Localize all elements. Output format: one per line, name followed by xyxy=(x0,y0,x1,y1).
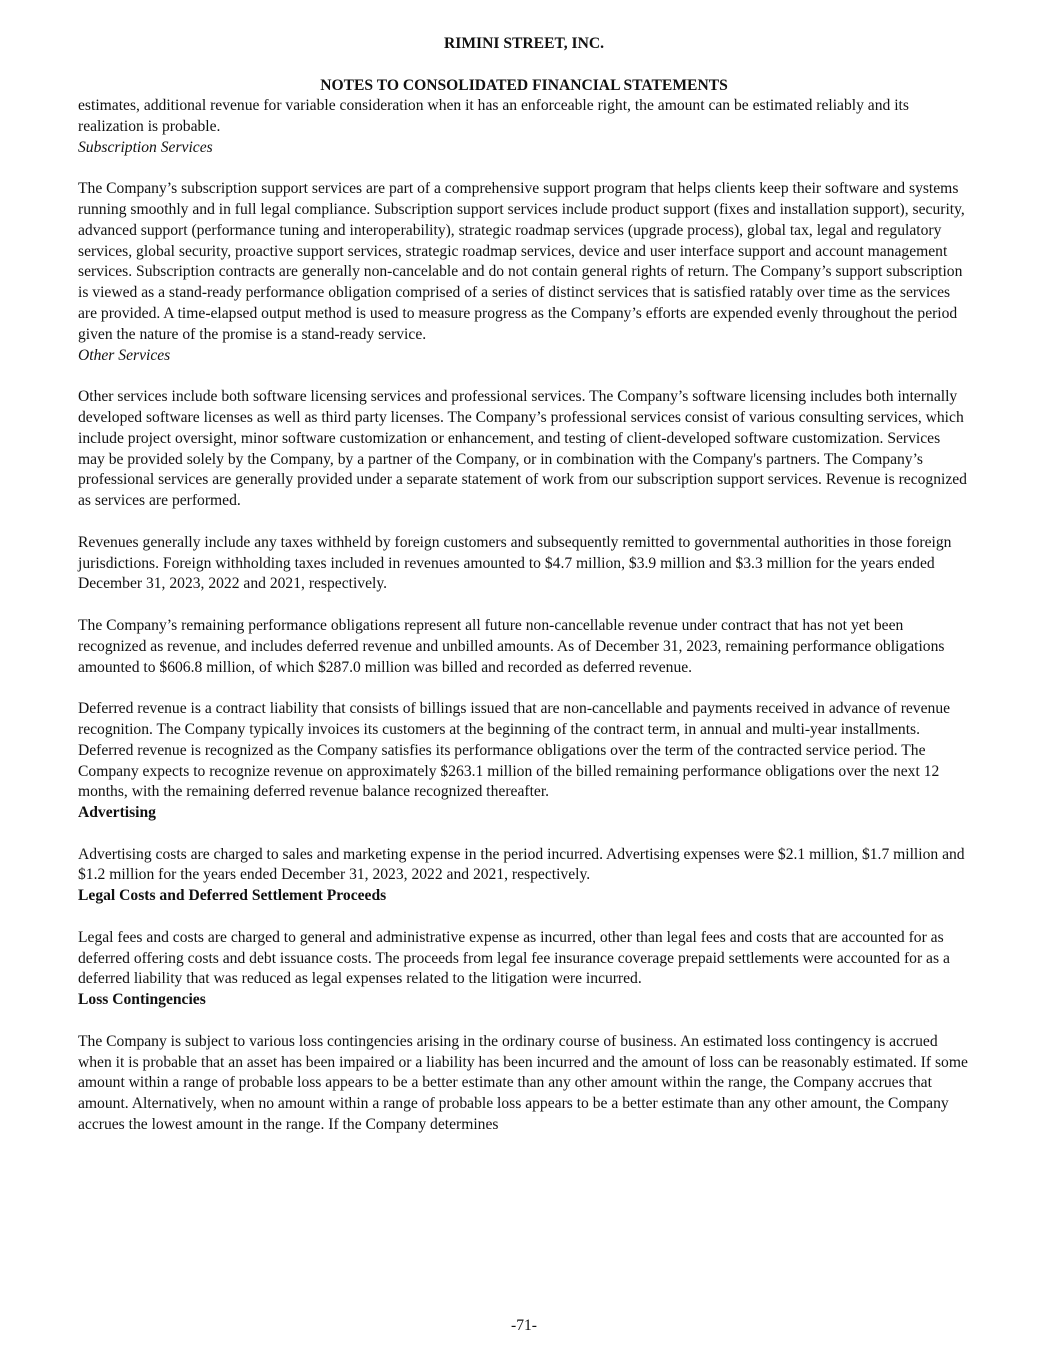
advertising-paragraph: Advertising costs are charged to sales and marketing expense in the period incurred. Advertising expenses were $2.1 million, $1.7 million and $1.2 million for the years ended December 31, 2023, 2022 and 2021, respectively. xyxy=(78,845,965,884)
company-name: RIMINI STREET, INC. xyxy=(443,35,604,52)
loss-contingencies-paragraph: The Company is subject to various loss contingencies arising in the ordinary course of business. An estimated loss contingency is accrued when it is probable that an asset has been impaired or a liability has been incurred and the amount of loss can be reasonably estimated. If some amount within a range of probable loss appears to be a better estimate than any other amount within the range, the Company accrues that amount. Alternatively, when no amount within a range of probable loss appears to be a better estimate than any other amount, the Company accrues the lowest amount in the range. If the Company determines xyxy=(78,1032,968,1134)
legal-costs-paragraph: Legal fees and costs are charged to general and administrative expense as incurred, other than legal fees and costs that are accounted for as deferred offering costs and debt issuance costs. The proceeds from legal fee insurance coverage prepaid settlements were accounted for as a deferred liability that was reduced as legal expenses related to the litigation were incurred. xyxy=(78,928,950,988)
subscription-services-paragraph: The Company’s subscription support services are part of a comprehensive support program that helps clients keep their software and systems running smoothly and in full legal compliance. Subscription support services include product support (fixes and installation support), security, advanced support (performance tuning and interoperability), strategic roadmap services (upgrade process), global tax, legal and regulatory services, global security, proactive support services, strategic roadmap services, device and user interface support and account management services. Subscription contracts are generally non-cancelable and do not contain general rights of return. The Company’s support subscription is viewed as a stand-ready performance obligation comprised of a series of distinct services that is satisfied ratably over time as the services are provided. A time-elapsed output method is used to measure progress as the Company’s efforts are expended evenly throughout the period given the nature of the promise is a stand-ready service. xyxy=(78,180,965,343)
advertising-heading: Advertising xyxy=(78,804,156,822)
page-title: NOTES TO CONSOLIDATED FINANCIAL STATEMENTS xyxy=(320,77,728,94)
intro-continuation-paragraph: estimates, additional revenue for variable consideration when it has an enforceable right, the amount can be estimated reliably and its realization is probable. xyxy=(78,97,909,135)
document-page xyxy=(78,33,970,1136)
subscription-services-heading: Subscription Services xyxy=(78,138,213,156)
loss-contingencies-heading: Loss Contingencies xyxy=(78,991,206,1009)
remaining-performance-obligations-paragraph: The Company’s remaining performance obligations represent all future non-cancellable revenue under contract that has not yet been recognized as revenue, and includes deferred revenue and unbilled amounts. As of December 31, 2023, remaining performance obligations amounted to $606.8 million, of which $287.0 million was billed and recorded as deferred revenue. xyxy=(78,616,945,676)
withholding-taxes-paragraph: Revenues generally include any taxes withheld by foreign customers and subsequently remitted to governmental authorities in those foreign jurisdictions. Foreign withholding taxes included in revenues amounted to $4.7 million, $3.9 million and $3.3 million for the years ended December 31, 2023, 2022 and 2021, respectively. xyxy=(78,533,952,593)
other-services-heading: Other Services xyxy=(78,346,171,364)
other-services-paragraph: Other services include both software licensing services and professional services. The Company’s software licensing includes both internally developed software licenses as well as third party licenses. The Company’s professional services consist of various consulting services, which include project oversight, minor software customization or enhancement, and testing of client-developed software customization. Services may be provided solely by the Company, by a partner of the Company, or in combination with the Company's partners. The Company’s professional services are generally provided under a separate statement of work from our subscription support services. Revenue is recognized as services are performed. xyxy=(78,388,967,510)
page-number: -71- xyxy=(511,1317,537,1334)
deferred-revenue-paragraph: Deferred revenue is a contract liability that consists of billings issued that are non-cancellable and payments received in advance of revenue recognition. The Company typically invoices its customers at the beginning of the contract term, in annual and multi-year installments. Deferred revenue is recognized as the Company satisfies its performance obligations over the term of the contracted service period. The Company expects to recognize revenue on approximately $263.1 million of the billed remaining performance obligations over the next 12 months, with the remaining deferred revenue balance recognized thereafter. xyxy=(78,700,951,801)
legal-costs-heading: Legal Costs and Deferred Settlement Proceeds xyxy=(78,887,387,905)
